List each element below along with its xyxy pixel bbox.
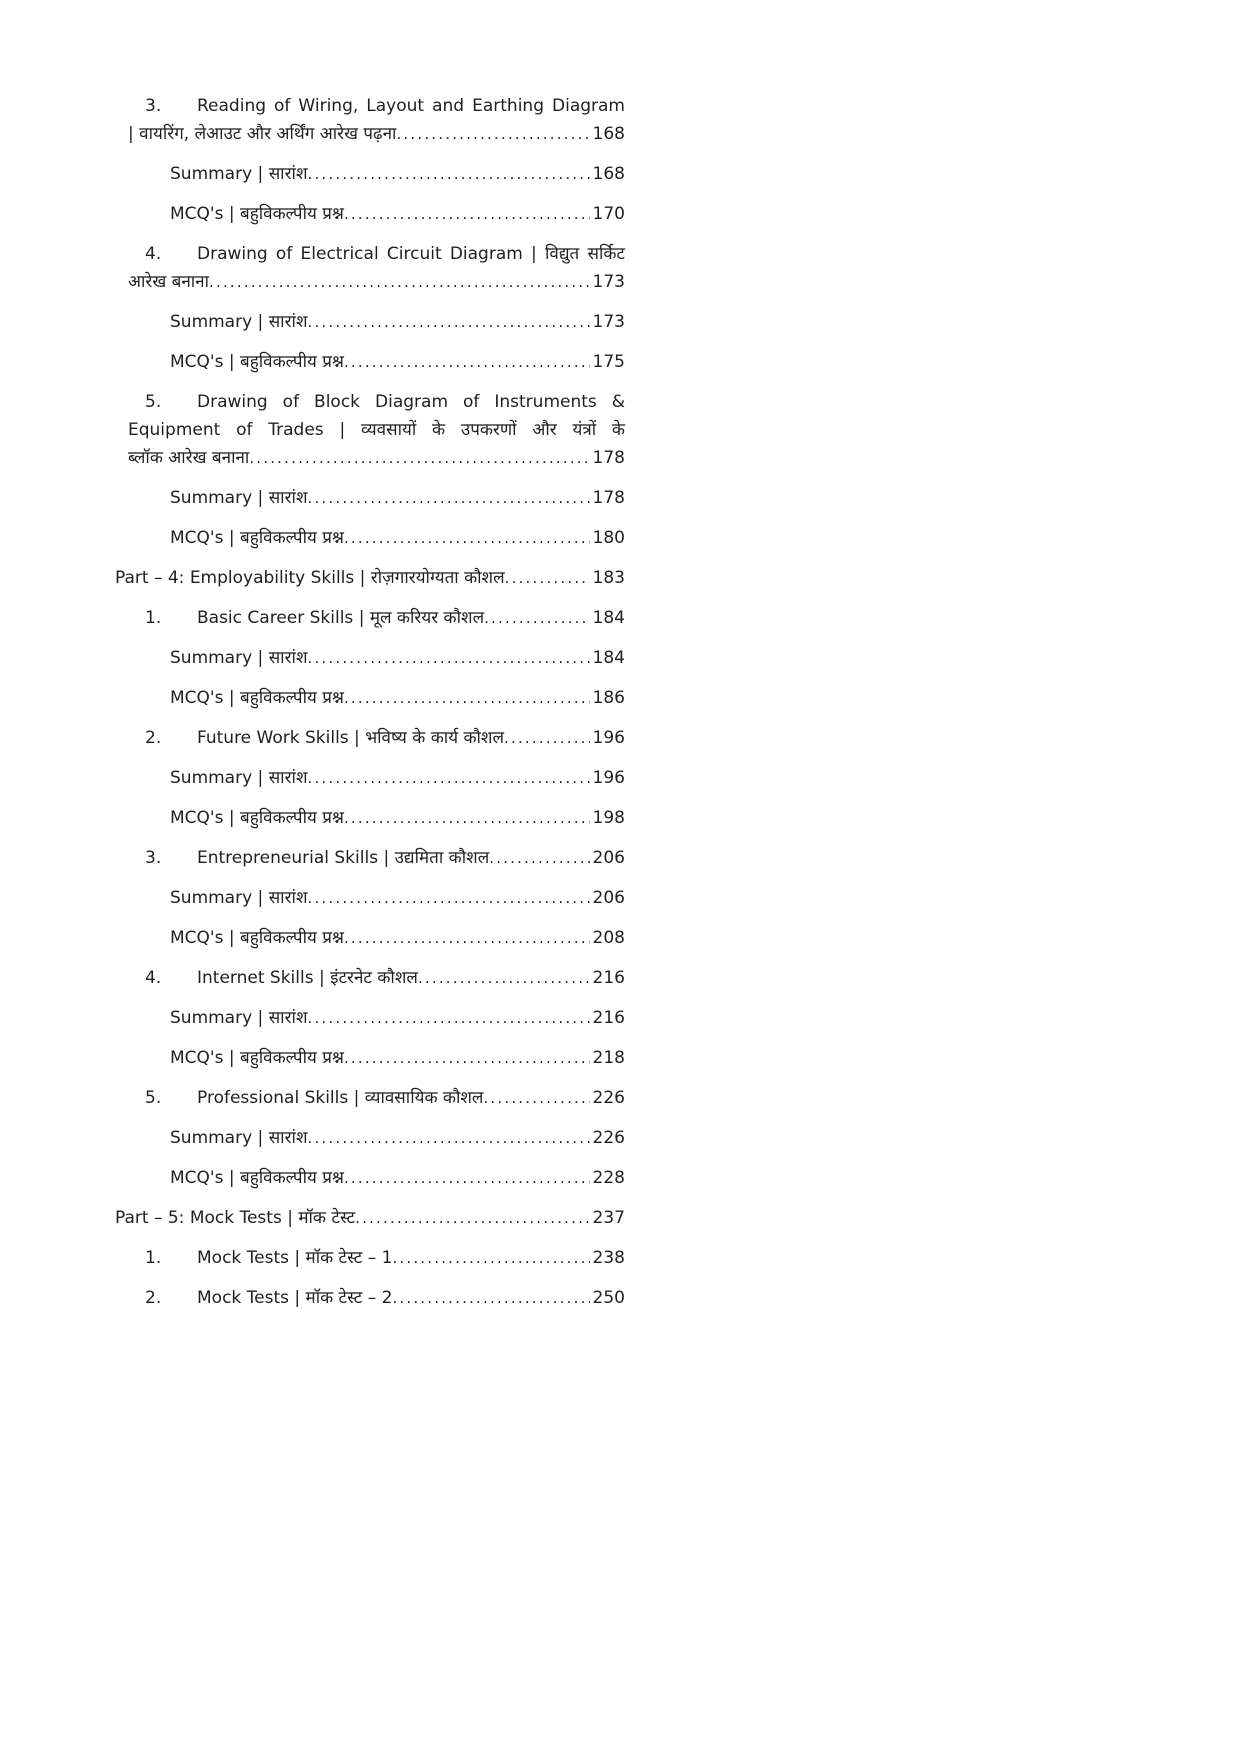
toc-subentry <box>170 684 625 712</box>
dot-leader <box>355 1204 589 1232</box>
entry-title: MCQ's | बहुविकल्पीय प्रश्न <box>170 352 344 372</box>
entry-title: | वायरिंग, लेआउट और अर्थिंग आरेख पढ़ना <box>128 124 397 144</box>
leader-line <box>170 160 625 188</box>
entry-title: Mock Tests | मॉक टेस्ट – 1 <box>197 1248 393 1268</box>
page-number: 237 <box>592 1208 625 1228</box>
dot-leader <box>344 200 590 228</box>
dot-leader <box>392 1284 589 1312</box>
toc-subentry <box>170 160 625 188</box>
leader-line <box>170 884 625 912</box>
toc-list <box>115 92 625 1324</box>
page-number: 178 <box>592 448 625 468</box>
page-number: 184 <box>592 608 625 628</box>
leader-line <box>170 924 625 952</box>
page-number: 216 <box>592 1008 625 1028</box>
dot-leader <box>418 964 590 992</box>
dot-leader <box>344 348 590 376</box>
entry-title: Summary | सारांश <box>170 488 308 508</box>
entry-title: MCQ's | बहुविकल्पीय प्रश्न <box>170 808 344 828</box>
entry-title: Entrepreneurial Skills | उद्यमिता कौशल <box>197 848 490 868</box>
entry-number: 1. <box>145 1248 162 1268</box>
entry-title: MCQ's | बहुविकल्पीय प्रश्न <box>170 1168 344 1188</box>
entry-number: 2. <box>145 1288 162 1308</box>
toc-entry <box>128 388 625 472</box>
leader-line <box>170 200 625 228</box>
entry-title: MCQ's | बहुविकल्पीय प्रश्न <box>170 1048 344 1068</box>
dot-leader <box>308 484 590 512</box>
page-number: 206 <box>592 888 625 908</box>
toc-entry <box>128 92 625 148</box>
entry-title: Drawing of Electrical Circuit Diagram | विद्युत सर्किट <box>197 244 625 264</box>
dot-leader <box>344 924 590 952</box>
leader-line <box>128 724 625 752</box>
dot-leader <box>483 1084 589 1112</box>
toc-subentry <box>170 644 625 672</box>
entry-text-line <box>128 92 625 120</box>
entry-title: Drawing of Block Diagram of Instruments & <box>197 392 625 412</box>
leader-line <box>170 1004 625 1032</box>
page-number: 170 <box>592 204 625 224</box>
dot-leader <box>209 268 590 296</box>
toc-subentry <box>170 764 625 792</box>
dot-leader <box>396 120 589 148</box>
dot-leader <box>344 1164 590 1192</box>
leader-line <box>128 444 625 472</box>
entry-number: 1. <box>145 608 162 628</box>
page-number: 180 <box>592 528 625 548</box>
leader-line <box>128 1284 625 1312</box>
page-number: 238 <box>592 1248 625 1268</box>
entry-title: MCQ's | बहुविकल्पीय प्रश्न <box>170 928 344 948</box>
page-number: 183 <box>592 568 625 588</box>
entry-title: Summary | सारांश <box>170 648 308 668</box>
page-number: 184 <box>592 648 625 668</box>
dot-leader <box>249 444 589 472</box>
dot-leader <box>344 684 590 712</box>
toc-subentry <box>170 804 625 832</box>
toc-subentry <box>170 1124 625 1152</box>
entry-title: Basic Career Skills | मूल करियर कौशल <box>197 608 485 628</box>
entry-number: 4. <box>145 968 162 988</box>
entry-number: 3. <box>145 848 162 868</box>
page-number: 198 <box>592 808 625 828</box>
entry-title: Summary | सारांश <box>170 768 308 788</box>
page-number: 175 <box>592 352 625 372</box>
page-number: 218 <box>592 1048 625 1068</box>
page-number: 178 <box>592 488 625 508</box>
toc-part-heading <box>115 564 625 592</box>
leader-line <box>170 644 625 672</box>
entry-title: Internet Skills | इंटरनेट कौशल <box>197 968 418 988</box>
dot-leader <box>344 804 590 832</box>
leader-line <box>115 1204 625 1232</box>
leader-line <box>128 604 625 632</box>
dot-leader <box>308 764 590 792</box>
entry-title: ब्लॉक आरेख बनाना <box>128 448 250 468</box>
dot-leader <box>308 1124 590 1152</box>
dot-leader <box>392 1244 589 1272</box>
entry-number: 5. <box>145 1088 162 1108</box>
page-number: 206 <box>592 848 625 868</box>
page-number: 226 <box>592 1128 625 1148</box>
page-number: 196 <box>592 728 625 748</box>
entry-title: Future Work Skills | भविष्य के कार्य कौशल <box>197 728 505 748</box>
entry-text-line <box>128 240 625 268</box>
entry-title: Summary | सारांश <box>170 164 308 184</box>
entry-number: 4. <box>145 244 162 264</box>
toc-subentry <box>170 924 625 952</box>
toc-entry <box>128 240 625 296</box>
part-title: Part – 5: Mock Tests | मॉक टेस्ट <box>115 1208 356 1228</box>
dot-leader <box>308 884 590 912</box>
page-number: 168 <box>592 124 625 144</box>
entry-number: 3. <box>145 96 162 116</box>
dot-leader <box>505 564 590 592</box>
page-number: 226 <box>592 1088 625 1108</box>
toc-entry <box>128 844 625 872</box>
toc-subentry <box>170 1044 625 1072</box>
entry-text-line <box>128 416 625 444</box>
entry-text-line <box>128 388 625 416</box>
toc-subentry <box>170 200 625 228</box>
toc-entry <box>128 1244 625 1272</box>
dot-leader <box>308 644 590 672</box>
page-number: 250 <box>592 1288 625 1308</box>
entry-title: आरेख बनाना <box>128 272 210 292</box>
page-number: 208 <box>592 928 625 948</box>
toc-entry <box>128 1284 625 1312</box>
leader-line <box>128 268 625 296</box>
toc-subentry <box>170 1004 625 1032</box>
page-number: 168 <box>592 164 625 184</box>
page-number: 173 <box>592 272 625 292</box>
part-title: Part – 4: Employability Skills | रोज़गारयोग्यता कौशल <box>115 568 505 588</box>
leader-line <box>115 564 625 592</box>
entry-title: Equipment of Trades | व्यवसायों के उपकरणों और यंत्रों के <box>128 420 625 440</box>
dot-leader <box>308 308 590 336</box>
entry-title: Reading of Wiring, Layout and Earthing Diagram <box>197 96 625 116</box>
leader-line <box>170 764 625 792</box>
leader-line <box>170 484 625 512</box>
dot-leader <box>504 724 590 752</box>
page-number: 216 <box>592 968 625 988</box>
toc-entry <box>128 724 625 752</box>
leader-line <box>170 1124 625 1152</box>
toc-subentry <box>170 308 625 336</box>
toc-subentry <box>170 884 625 912</box>
dot-leader <box>308 1004 590 1032</box>
entry-title: Summary | सारांश <box>170 888 308 908</box>
dot-leader <box>308 160 590 188</box>
entry-title: MCQ's | बहुविकल्पीय प्रश्न <box>170 528 344 548</box>
toc-subentry <box>170 348 625 376</box>
leader-line <box>128 1084 625 1112</box>
leader-line <box>170 804 625 832</box>
toc-entry <box>128 604 625 632</box>
dot-leader <box>344 1044 590 1072</box>
entry-title: Professional Skills | व्यावसायिक कौशल <box>197 1088 484 1108</box>
entry-title: Summary | सारांश <box>170 1128 308 1148</box>
page-number: 228 <box>592 1168 625 1188</box>
dot-leader <box>484 604 589 632</box>
dot-leader <box>344 524 590 552</box>
dot-leader <box>489 844 589 872</box>
page-number: 186 <box>592 688 625 708</box>
toc-subentry <box>170 484 625 512</box>
entry-number: 2. <box>145 728 162 748</box>
leader-line <box>128 964 625 992</box>
leader-line <box>170 1044 625 1072</box>
leader-line <box>170 524 625 552</box>
leader-line <box>170 348 625 376</box>
toc-entry <box>128 964 625 992</box>
entry-title: Mock Tests | मॉक टेस्ट – 2 <box>197 1288 393 1308</box>
toc-entry <box>128 1084 625 1112</box>
page-number: 173 <box>592 312 625 332</box>
leader-line <box>170 684 625 712</box>
leader-line <box>170 308 625 336</box>
entry-title: Summary | सारांश <box>170 1008 308 1028</box>
leader-line <box>128 120 625 148</box>
page-number: 196 <box>592 768 625 788</box>
toc-part-heading <box>115 1204 625 1232</box>
leader-line <box>128 1244 625 1272</box>
toc-subentry <box>170 524 625 552</box>
entry-title: MCQ's | बहुविकल्पीय प्रश्न <box>170 688 344 708</box>
toc-subentry <box>170 1164 625 1192</box>
entry-title: MCQ's | बहुविकल्पीय प्रश्न <box>170 204 344 224</box>
entry-number: 5. <box>145 392 162 412</box>
entry-title: Summary | सारांश <box>170 312 308 332</box>
leader-line <box>128 844 625 872</box>
leader-line <box>170 1164 625 1192</box>
